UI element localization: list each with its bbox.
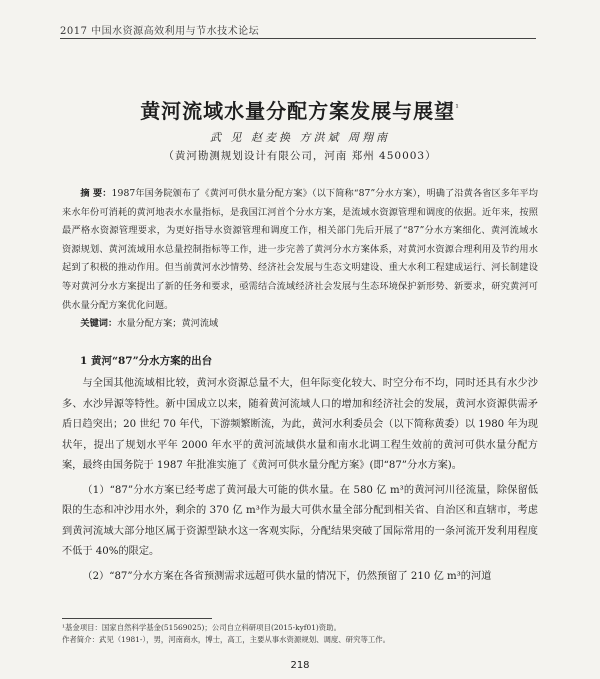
title-footnote-marker: ¹: [455, 103, 460, 114]
body-paragraph: （1）“87”分水方案已经考虑了黄河最大可能的供水量。在 580 亿 m³的黄河河川径流量，除保留低限的生态和冲沙用水外，剩余的 370 亿 m³作为最大可供水量全部分配到相关省、自治区和直辖市，考虑到黄河流域大部分地区属于资源型缺水这一客观实际，分配结果突破了国际常用的一条河流开发利用程度不低于 40%的限定。: [62, 484, 538, 557]
section-body: [62, 374, 538, 591]
keywords: [62, 315, 538, 329]
footnotes: [62, 622, 538, 646]
paper-title-text: 黄河流域水量分配方案发展与展望: [140, 99, 456, 123]
keywords-label: 关键词：: [80, 318, 118, 329]
abstract-label: 摘 要：: [80, 188, 112, 199]
body-paragraph: 与全国其他流域相比较，黄河水资源总量不大，但年际变化较大、时空分布不均，同时还具有水少沙多、水沙异源等特性。新中国成立以来，随着黄河流域人口的增加和经济社会的发展，黄河水资源供需矛盾日趋突出；20 世纪 70 年代，下游频繁断流，为此，黄河水利委员会（以下简称黄委）以 1980 年为现状年，提出了规划水平年 2000 年水平的黄河流域供水量和南水北调工程生效前的黄河可供水量分配方案，最终由国务院于 1987 年批准实施了《黄河可供水量分配方案》(即“87”分水方案)。: [62, 378, 538, 471]
keywords-text: 水量分配方案；黄河流域: [117, 318, 219, 329]
footnote-author-bio: 作者简介：武见（1981-），男，河南商水，博士，高工，主要从事水资源规划、调度、研究等工作。: [62, 635, 391, 644]
footnote-rule: [62, 618, 212, 619]
page-number: 218: [290, 660, 310, 671]
footnote-funding: ¹基金项目：国家自然科学基金(51569025)；公司自立科研项目(2015-kyf01)资助。: [62, 623, 341, 632]
section-heading: 1 黄河“87”分水方案的出台: [80, 355, 213, 367]
running-head: 2017 中国水资源高效利用与节水技术论坛: [60, 26, 260, 37]
header-rule: [60, 38, 536, 39]
body-paragraph: （2）“87”分水方案在各省预测需求远超可供水量的情况下，仍然预留了 210 亿 m³的河道: [82, 570, 492, 582]
author-list: 武 见 赵麦换 方洪斌 周翔南: [210, 131, 390, 144]
abstract-text: 1987年国务院颁布了《黄河可供水量分配方案》（以下简称“87”分水方案），明确了沿黄各省区多年平均来水年份可消耗的黄河地表水水量指标，是我国江河首个分水方案，是流域水资源管理和调度的依据。近年来，按照最严格水资源管理要求，为更好指导水资源管理和调度工作，相关部门先后开展了“87”分水方案细化、黄河流域水资源规划、黄河流域用水总量控制指标等工作，进一步完善了黄河分水方案体系，对黄河水资源合理利用及节约用水起到了积极的推动作用。但当前黄河水沙情势、经济社会发展与生态文明建设、重大水利工程建成运行、河长制建设等对黄河分水方案提出了新的任务和要求，亟需结合流域经济社会发展与生态环境保护新形势、新要求，研究黄河可供水量分配方案优化问题。: [62, 188, 538, 311]
affiliation: （黄河勘测规划设计有限公司，河南 郑州 450003）: [163, 150, 437, 162]
paper-title: [0, 95, 600, 124]
abstract: [62, 185, 538, 315]
